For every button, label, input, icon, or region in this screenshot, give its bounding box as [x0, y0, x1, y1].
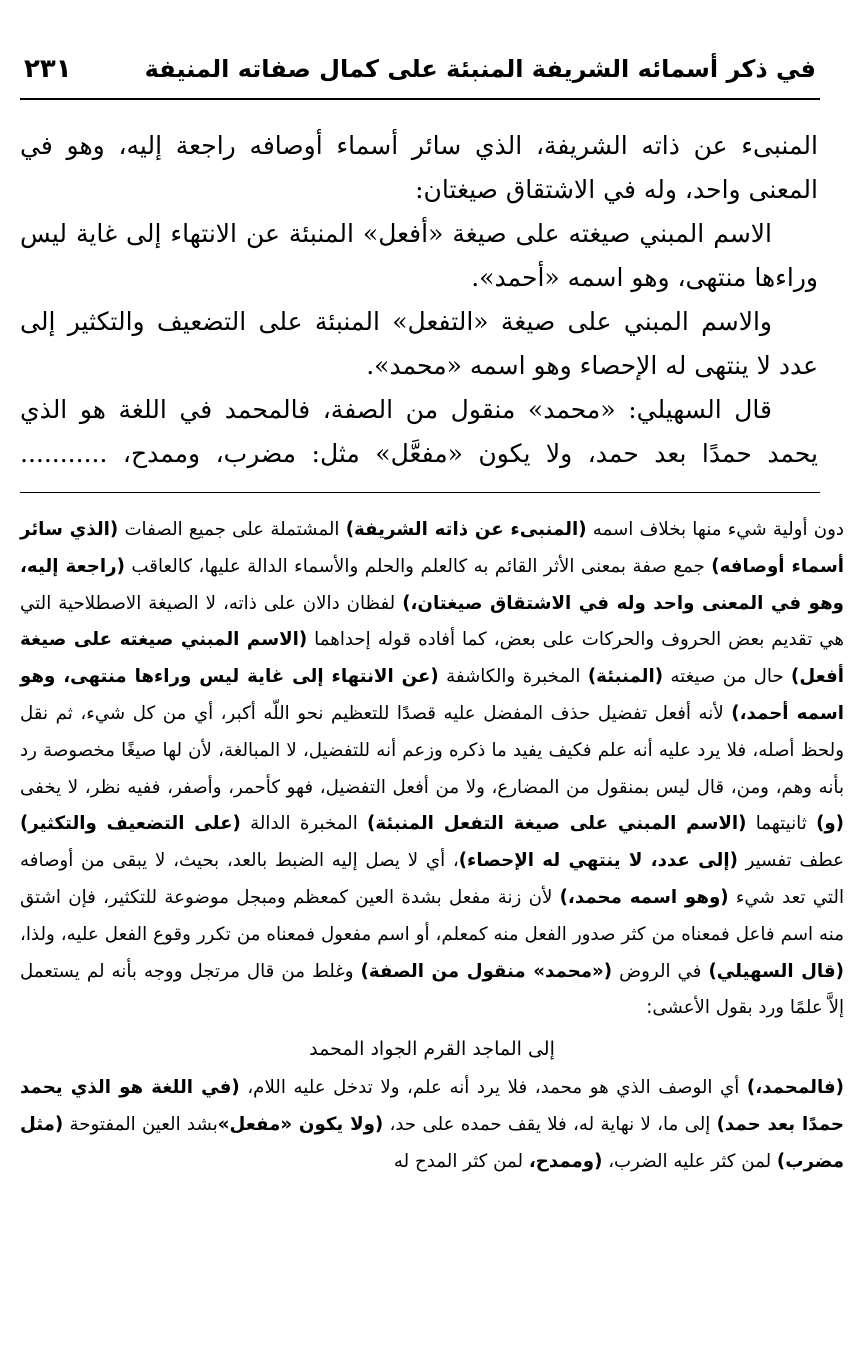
commentary-text: بشد العين المفتوحة [63, 1113, 218, 1135]
poem-verse: إلى الماجد القرم الجواد المحمد [309, 1038, 555, 1061]
commentary-text: جمع صفة بمعنى الأثر القائم به كالعلم والحلم والأسماء الدالة عليها، كالعاقب [124, 555, 712, 577]
commentary-text: لأن زنة مفعل بشدة العين كمعظم ومبجل موضوعة للتكثير، فإن اشتق منه اسم فاعل فمعناه من كثر صدور الفعل منه كمعلم، أو اسم مفعول فمعناه من تكرر وقوع الفعل عليه، ولذا، [20, 886, 844, 945]
main-paragraph: والاسم المبني على صيغة «التفعل» المنبئة على التضعيف والتكثير إلى عدد لا ينتهى له الإحصاء وهو اسمه «محمد». [20, 307, 818, 380]
footnote-separator [20, 492, 820, 493]
quoted-matn: (راجعة إليه، وهو في المعنى واحد وله في الاشتقاق صيغتان،) [20, 555, 844, 614]
quoted-matn: (المنبىء عن ذاته الشريفة) [345, 519, 587, 540]
commentary-paragraph [20, 1070, 844, 1180]
commentary-text: لأنه أفعل تفضيل حذف المفضل عليه قصدًا للتعظيم نحو اللّه أكبر، أي من كل شيء، ثم نقل ولحظ أصله، فلا يرد عليه أنه علم فكيف يفيد ما ذكره وزعم أنه للتفضيل، لا المبالغة، لأن لها صيغًا مخصوصة رد بأنه وهم، ومن، قال ليس بمنقول من المضارع، ولا من أفعل التفضيل، فهو كأحمر، وأصفر، ففيه نظر، لا يخفى [20, 702, 844, 798]
commentary-text: ، أي لا يصل إليه الضبط بالعد، بحيث، لا يبقى من أوصافه التي تعد شيء [20, 850, 844, 908]
commentary-text: أي الوصف الذي هو محمد، فلا يرد أنه علم، ولا تدخل عليه اللام، [239, 1076, 747, 1098]
commentary-text: إلى ما، لا نهاية له، فلا يقف حمده على حد، [383, 1113, 717, 1135]
quoted-matn: (في اللغة هو الذي يحمد حمدًا بعد حمد) [20, 1076, 844, 1135]
quoted-matn: (و) [816, 813, 844, 835]
quoted-matn: (على التضعيف والتكثير) [20, 813, 241, 835]
main-text [20, 124, 818, 476]
quoted-matn: (الذي سائر أسماء أوصافه) [20, 519, 844, 577]
quoted-matn: (عن الانتهاء إلى غاية ليس وراءها منتهى، وهو اسمه أحمد،) [20, 666, 844, 724]
main-paragraph: قال السهيلي: «محمد» منقول من الصفة، فالمحمد في اللغة هو الذي يحمد حمدًا بعد حمد، ولا يكون «مفعَّل» مثل: مضرب، وممدح، ........... [20, 395, 818, 468]
quoted-matn: (مثل مضرب) [20, 1113, 844, 1172]
quoted-matn: (قال السهيلي) [708, 960, 844, 982]
header-rule [20, 98, 820, 100]
quoted-matn: (إلى عدد، لا ينتهي له الإحصاء) [458, 850, 738, 872]
quoted-matn: (الاسم المبني على صيغة التفعل المنبئة) [367, 813, 747, 835]
commentary-text: المخبرة الدالة [240, 813, 368, 835]
commentary-text: لمن كثر عليه الضرب، [602, 1150, 777, 1172]
commentary-paragraph [20, 512, 844, 1027]
commentary [20, 512, 844, 1180]
commentary-text: حال من صيغته [663, 666, 792, 688]
quoted-matn: (المنبئة) [587, 666, 664, 688]
quoted-matn: (الاسم المبني صيغته على صيغة أفعل) [20, 629, 845, 688]
page-number: ٢٣١ [24, 54, 72, 84]
commentary-text: لمن كثر المدح له [393, 1150, 529, 1172]
commentary-text: وغلط من قال مرتجل ووجه بأنه لم يستعمل إلاَّ علمًا ورد بقول الأعشى: [20, 960, 844, 1019]
running-header [24, 52, 816, 92]
main-paragraph: المنبىء عن ذاته الشريفة، الذي سائر أسماء أوصافه راجعة إليه، وهو في المعنى واحد، وله في الاشتقاق صيغتان: [20, 131, 818, 204]
commentary-text: ثانيتهما [746, 813, 817, 835]
quoted-matn: (وهو اسمه محمد،) [559, 886, 729, 908]
main-paragraph: الاسم المبني صيغته على صيغة «أفعل» المنبئة عن الانتهاء إلى غاية ليس وراءها منتهى، وهو اسمه «أحمد». [20, 219, 818, 292]
quoted-matn: (وممدح، [528, 1150, 603, 1172]
commentary-text: دون أولية شيء منها بخلاف اسمه [586, 519, 844, 540]
header-title: في ذكر أسمائه الشريفة المنبئة على كمال صفاته المنيفة [144, 55, 816, 83]
quoted-matn: («محمد» منقول من الصفة) [360, 960, 613, 982]
commentary-text: عطف تفسير [737, 850, 844, 872]
commentary-text: لفظان دالان على ذاته، لا الصيغة الاصطلاحية التي هي تقديم بعض الحروف والحركات على بعض، كما أفاده قوله إحداهما [20, 592, 844, 651]
commentary-text: المشتملة على جميع الصفات [118, 519, 346, 540]
quoted-matn: (فالمحمد،) [746, 1076, 844, 1098]
quoted-matn: (ولا يكون «مفعل» [217, 1113, 384, 1135]
commentary-text: في الروض [612, 960, 709, 982]
commentary-text: المخبرة والكاشفة [438, 666, 588, 688]
